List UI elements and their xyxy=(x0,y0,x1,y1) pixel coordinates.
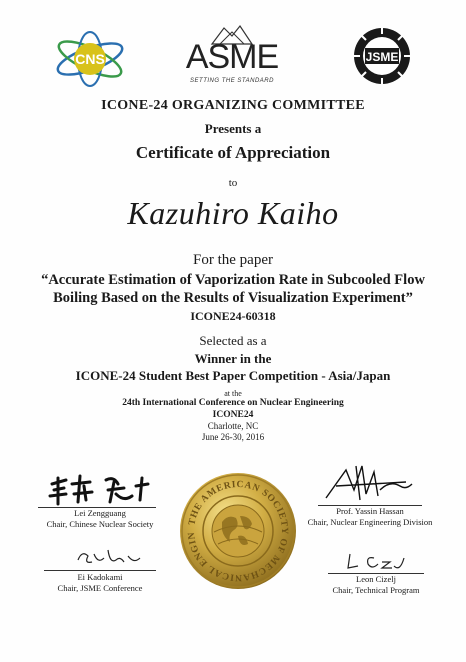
signatory-title-left-top: Chair, Chinese Nuclear Society xyxy=(46,519,154,529)
conference-location: Charlotte, NC xyxy=(207,421,259,431)
presents-text: Presents a xyxy=(204,121,262,136)
signature-leon-cizelj xyxy=(344,546,414,572)
conference-name: 24th International Conference on Nuclear Engineering xyxy=(122,398,344,408)
signature-yassin-hassan xyxy=(316,460,416,506)
signature-ei-kadokami xyxy=(74,544,144,570)
conference-abbrev: ICONE24 xyxy=(212,410,254,420)
to-text: to xyxy=(228,177,238,189)
signatory-name-right-bottom: Leon Cizelj xyxy=(356,574,396,584)
jsme-logo xyxy=(348,26,416,86)
at-text: at the xyxy=(224,389,242,398)
recipient-name: Kazuhiro Kaiho xyxy=(127,195,339,231)
cns-logo xyxy=(52,30,128,88)
conference-dates: June 26-30, 2016 xyxy=(201,432,265,442)
certificate-title: Certificate of Appreciation xyxy=(135,143,331,162)
signatory-name-left-top: Lei Zengguang xyxy=(74,508,126,518)
paper-id: ICONE24-60318 xyxy=(190,309,276,323)
cns-logo-text: CNS xyxy=(75,51,105,67)
signatory-name-right-top: Prof. Yassin Hassan xyxy=(336,506,404,516)
for-paper-text: For the paper xyxy=(193,252,273,268)
competition-name: ICONE-24 Student Best Paper Competition - Asia/Japan xyxy=(75,368,391,383)
signatory-name-left-bottom: Ei Kadokami xyxy=(77,572,123,582)
committee-heading: ICONE-24 ORGANIZING COMMITTEE xyxy=(101,98,365,113)
asme-tagline: SETTING THE STANDARD xyxy=(190,78,274,84)
seal-text: THE AMERICAN SOCIETY OF MECHANICAL ENGIN xyxy=(186,479,290,583)
paper-title-line2: Boiling Based on the Results of Visualization Experiment” xyxy=(53,290,413,306)
asme-logo xyxy=(172,22,292,90)
signatory-title-left-bottom: Chair, JSME Conference xyxy=(57,583,143,593)
winner-text: Winner in the xyxy=(194,351,272,366)
signature-line-left-bottom xyxy=(44,570,156,571)
jsme-logo-text: JSME xyxy=(365,50,399,64)
signatory-title-right-bottom: Chair, Technical Program xyxy=(332,585,420,595)
selected-as-text: Selected as a xyxy=(199,333,267,348)
asme-gold-seal xyxy=(178,470,298,592)
asme-logo-text: ASME xyxy=(185,38,279,76)
signature-lei-zengguang xyxy=(44,466,154,508)
signatory-title-right-top: Chair, Nuclear Engineering Division xyxy=(307,517,433,527)
paper-title-line1: “Accurate Estimation of Vaporization Rate in Subcooled Flow xyxy=(41,272,425,288)
